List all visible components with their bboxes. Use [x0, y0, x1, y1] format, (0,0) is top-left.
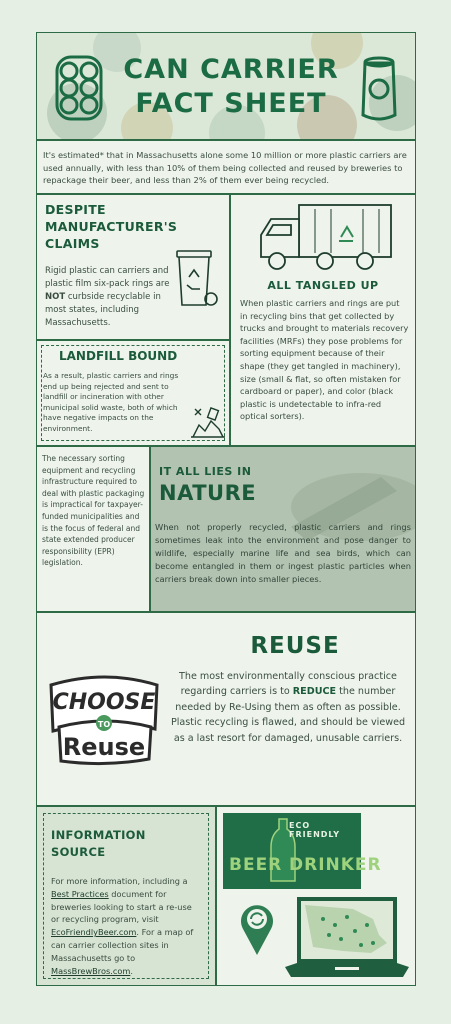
location-pin-recycle-icon	[239, 901, 275, 957]
recycling-bin-icon	[173, 247, 221, 311]
intro-section	[36, 140, 416, 194]
eco-section	[216, 806, 416, 986]
info-heading: INFORMATION SOURCE	[51, 828, 146, 859]
laptop-map-icon	[283, 895, 411, 981]
nature-heading-big: NATURE	[159, 481, 257, 505]
infrastructure-text: The necessary sorting equipment and recycling infrastructure required to deal with plastic packaging is impractical for taxpayer-funded municipalities and is the focus of federal and state extended producer responsibility (EPR) legislation.	[42, 454, 145, 568]
tangled-heading: ALL TANGLED UP	[267, 279, 379, 292]
info-section	[36, 806, 216, 986]
info-text: For more information, including a Best Practices document for breweries looking to start a re-use or recycling program, visit EcoFriendlyBeer.com. For a map of can carrier collection sites in Massachusetts go to MassBrewBros.com.	[51, 876, 194, 976]
reuse-section	[36, 612, 416, 806]
landfill-text: As a result, plastic carriers and rings end up being rejected and sent to landfill or incineration with other municipal solid waste, both of which have negative impacts on the environment.	[43, 371, 179, 433]
choose-to-reuse-badge	[45, 671, 163, 767]
beer-can-icon	[359, 53, 399, 125]
infrastructure-section	[36, 446, 150, 612]
six-pack-ring-icon	[51, 51, 107, 125]
nature-heading-small: IT ALL LIES IN	[159, 465, 252, 478]
landfill-section	[36, 340, 230, 446]
title-section	[36, 32, 416, 140]
badge-reuse: Reuse	[62, 733, 146, 761]
nature-text: When not properly recycled, plastic carriers and rings sometimes leak into the environment and pose danger to wildlife, especially marine life and sea birds, which can become entangled in them or ingest plastic particles when carriers break down into smaller pieces.	[155, 522, 411, 584]
badge-to: TO	[97, 720, 111, 729]
massbrewbros-link[interactable]: MassBrewBros.com	[51, 965, 131, 976]
badge-choose: CHOOSE	[52, 690, 156, 715]
landfill-heading: LANDFILL BOUND	[59, 349, 178, 363]
landfill-trash-icon	[189, 403, 227, 439]
eco-logo-beer: BEER	[229, 855, 283, 875]
ecofriendlybeer-link[interactable]: EcoFriendlyBeer.com	[51, 927, 137, 938]
nature-section	[150, 446, 416, 612]
claims-text: Rigid plastic can carriers and plastic film six-pack rings are NOT curbside recyclable in most states, including Massachusetts.	[45, 266, 170, 328]
tangled-text: When plastic carriers and rings are put in recycling bins that get collected by trucks and brought to materials recovery facilities (MRFs) they pose problems for sorting equipment because of their shape (they get tangled in machinery), size (small & flat, so often mistaken for cardboard or paper), and color (black plastic is undetectable to infra-red optical sorters).	[240, 298, 409, 422]
claims-section	[36, 194, 230, 340]
reuse-text: The most environmentally conscious practice regarding carriers is to REDUCE the number needed by Re-Using them as often as possible. Plastic recycling is flawed, and should be viewed as a last resort for damaged, unusable carriers.	[170, 671, 406, 744]
claims-heading: DESPITE MANUFACTURER'S CLAIMS	[45, 202, 178, 251]
page-title: CAN CARRIER FACT SHEET	[123, 54, 339, 119]
eco-friendly-beer-drinker-logo	[223, 813, 382, 889]
best-practices-link[interactable]: Best Practices	[51, 888, 109, 899]
recycling-truck-icon	[255, 201, 395, 273]
eco-logo-top: ECO FRIENDLY	[289, 821, 341, 839]
eco-logo-drinker: DRINKER	[289, 855, 382, 875]
tangled-section	[230, 194, 416, 446]
intro-text: It's estimated* that in Massachusetts alone some 10 million or more plastic carriers are used annually, with less than 10% of them being collected and reused by breweries to repackage their beer, and less than 2% of them ever being recycled.	[43, 150, 407, 185]
reuse-heading: REUSE	[250, 633, 340, 659]
